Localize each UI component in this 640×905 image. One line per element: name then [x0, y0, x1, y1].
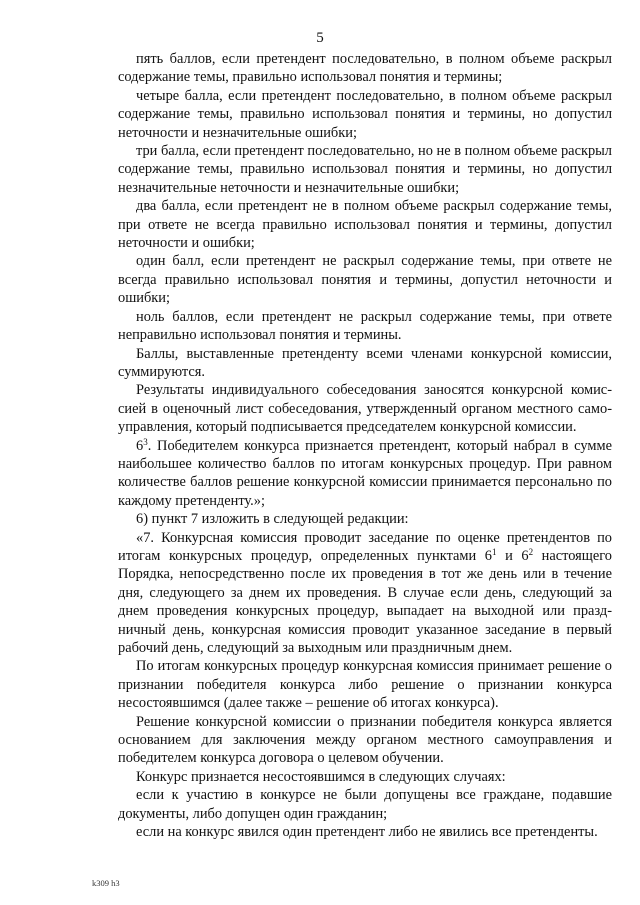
- paragraph-one-point: один балл, если претендент не раскрыл содержание темы, при ответе не всегда правильно использовал понятия и термины, допустил неточности и ошибки;: [118, 253, 612, 307]
- paragraph-item-6: 6) пункт 7 изложить в следующей редакции:: [136, 511, 409, 528]
- paragraph-two-points: два балла, если претендент не в полном объеме раскрыл содержание темы, при ответе не всегда правильно использовал понятия и термины, допустил неточности и ошибки;: [118, 198, 612, 252]
- paragraph-three-points: три балла, если претендент последовательно, но не в полном объеме раскрыл содержание темы, правильно использовал понятия и термины, но допустил незначительные неточности и незначительные ошибки;: [118, 143, 612, 196]
- paragraph-interview-results: Результаты индивидуального собеседования заносятся конкурсной комиссией в оценочный лист собеседования, утвержденный органом местного самоуправления, который подписывается председателем конкурсной комиссии.: [118, 382, 612, 436]
- paragraph-clause-7: «7. Конкурсная комиссия проводит заседание по оценке претендентов по итогам конкурсных процедур, определенных пунктами $6^1$ и $6^2$ настоящего Порядка, непосредственно после их проведения в тот же день или в течение дня, следующего за днем их проведения. В случае если день, следующий за днем проведения конкурсных процедур, выпадает на выходной или праздничный день, конкурсная комиссия проводит указанное заседание в первый рабочий день, следующий за выходным или праздничным днем.: [118, 529, 613, 656]
- page-number: 5: [316, 30, 324, 46]
- paragraph-four-points: четыре балла, если претендент последовательно, в полном объеме раскрыл содержание темы, правильно использовал понятия и термины, но допустил неточности и незначительные ошибки;: [118, 87, 612, 141]
- paragraph-zero-points: ноль баллов, если претендент не раскрыл содержание темы, при ответе неправильно использовал понятия и термины.: [118, 308, 612, 344]
- paragraph-decision: По итогам конкурсных процедур конкурсная комиссия принимает решение о признании победителя конкурса либо решение о признании конкурса несостоявшимся (далее также – решение об итогах конкурса).: [118, 658, 612, 712]
- document-body: [118, 50, 612, 841]
- paragraph-case-not-admitted: если к участию в конкурсе не были допущены все граждане, подавшие документы, либо допущен один гражданин;: [118, 787, 612, 822]
- paragraph-five-points: пять баллов, если претендент последовательно, в полном объеме раскрыл содержание темы, правильно использовал понятия и термины;: [118, 51, 612, 86]
- paragraph-decision-basis: Решение конкурсной комиссии о признании победителя конкурса является основанием для заключения между органом местного самоуправления и победителем конкурса договора о целевом обучении.: [118, 713, 612, 767]
- paragraph-points-summed: Баллы, выставленные претенденту всеми членами конкурсной комиссии, суммируются.: [118, 345, 612, 380]
- paragraph-6-3: [118, 437, 612, 511]
- clause-text: . Победителем конкурса признается претендент, который набрал в сумме наибольшее количество баллов по итогам конкурсных процедур. При равном количестве баллов решение конкурсной комиссии принимается персонально по каждому претенденту.»;: [118, 437, 612, 509]
- clause-number: 6: [136, 437, 144, 454]
- paragraph-failed-cases: Конкурс признается несостоявшимся в следующих случаях:: [136, 768, 506, 785]
- paragraph-case-one-candidate: если на конкурс явился один претендент либо не явились все претенденты.: [136, 824, 598, 841]
- clause-superscript: 3: [143, 436, 148, 447]
- footer-code: k309 h3: [92, 878, 120, 888]
